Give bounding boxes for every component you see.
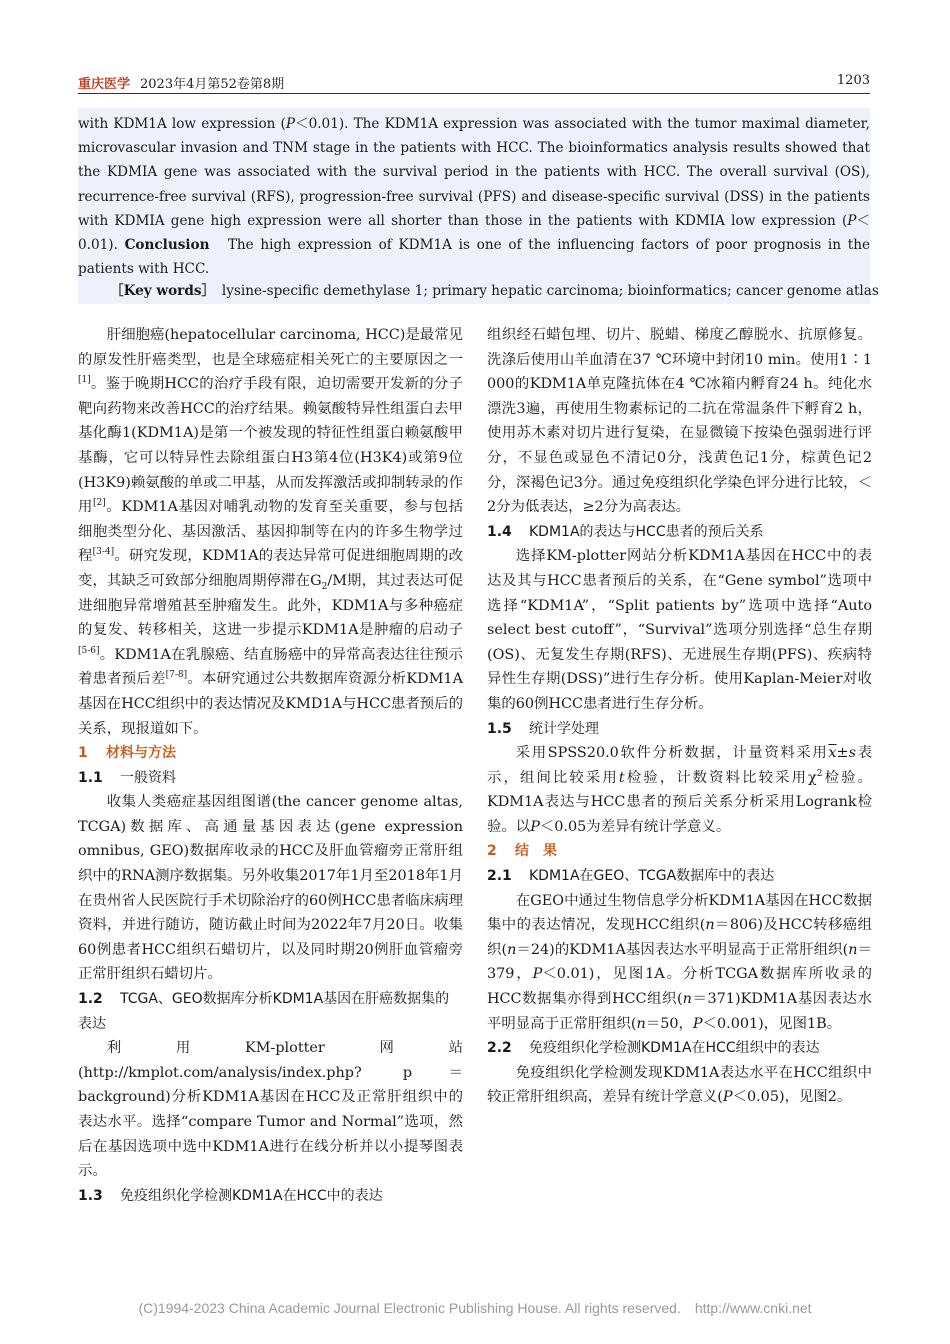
ihc-results-paragraph: 免疫组织化学检测发现KDM1A表达水平在HCC组织中较正常肝组织高，差异有统计学意义(P＜0.05)，见图2。	[487, 1064, 872, 1106]
intro-paragraph: 肝细胞癌(hepatocellular carcinoma, HCC)是最常见的原发性肝癌类型，也是全球癌症相关死亡的主要原因之一[1]。鉴于晚期HCC的治疗手段有限，迫切需要开发新的分子靶向药物来改善HCC的治疗结果。赖氨酸特异性组蛋白去甲基化酶1(KDM1A)是第一个被发现的特征性组蛋白赖氨酸甲基酶，它可以特异性去除组蛋白H3第4位(H3K4)或第9位(H3K9)赖氨酸的单或二甲基，从而发挥激活或抑制转录的作用[2]。KDM1A基因对哺乳动物的发育至关重要，参与包括细胞类型分化、基因激活、基因抑制等在内的许多生物学过程[3-4]。研究发现，KDM1A的表达异常可促进细胞周期的改变，其缺乏可致部分细胞周期停滞在$G_2/M$期，其过表达可促进细胞异常增殖甚至肿瘤发生。此外，KDM1A与多种癌症的复发、转移相关，这进一步提示KDM1A是肿瘤的启动子[5-6]。KDM1A在乳腺癌、结直肠癌中的异常高表达往往预示着患者预后差[7-8]。本研究通过公共数据库资源分析KDM1A基因在HCC组织中的表达情况及KMD1A与HCC患者预后的关系，现报道如下。	[78, 327, 464, 737]
section-heading-methods: 1 材料与方法	[78, 745, 176, 762]
subsection-heading-2-1: 2.1 KDM1A在GEO、TCGA数据库中的表达	[487, 868, 775, 885]
conclusion-label: Conclusion	[124, 237, 210, 254]
general-data-paragraph: 收集人类癌症基因组图谱(the cancer genome altas, TCGA)数据库、高通量基因表达(gene expression omnibus, GEO)数据库收录的HCC及肝血管瘤旁正常肝组织中的RNA测序数据集。另外收集2017年1月至2018年1月在贵州省人民医院行手术切除治疗的60例HCC患者临床病理资料，并进行随访，随访截止时间为2022年7月20日。收集60例患者HCC组织石蜡切片，以及同时期20例肝血管瘤旁正常肝组织石蜡切片。	[78, 794, 463, 983]
keywords-text: lysine-specific demethylase 1; primary hepatic carcinoma; bioinformatics; cancer genome atlas	[208, 283, 879, 299]
issue-info: 2023年4月第52卷第8期	[140, 77, 285, 92]
subsection-heading-1-3: 1.3 免疫组织化学检测KDM1A在HCC中的表达	[78, 1187, 383, 1204]
prognosis-method-paragraph: 选择KM-plotter网站分析KDM1A基因在HCC中的表达及其与HCC患者预后的关系，在“Gene symbol”选项中选择“KDM1A”，“Split patients by”选项中选择“Auto select best cutoff”，“Survival”选项分别选择“总生存期(OS)、无复发生存期(RFS)、无进展生存期(PFS)、疾病特异性生存期(DSS)”进行生存分析。使用Kaplan-Meier对收集的60例HCC患者进行生存分析。	[487, 548, 872, 712]
journal-name: 重庆医学	[78, 77, 131, 92]
subsection-heading-1-4: 1.4 KDM1A的表达与HCC患者的预后关系	[487, 523, 764, 540]
left-column	[78, 323, 463, 1208]
copyright-footer: (C)1994-2023 China Academic Journal Electronic Publishing House. All rights reserved. http://www.cnki.net	[138, 1300, 812, 1316]
subsection-heading-1-5: 1.5 统计学处理	[487, 720, 599, 737]
database-analysis-paragraph: 利用KM-plotter网站(http://kmplot.com/analysis/index.php? p＝background)分析KDM1A基因在HCC及正常肝组织中的表达水平。选择“compare Tumor and Normal”选项，然后在基因选项中选中KDM1A进行在线分析并以小提琴图表示。	[78, 1040, 463, 1180]
keywords-label: ［Key words］	[110, 283, 209, 299]
page-number: 1203	[836, 73, 870, 88]
geo-tcga-results-paragraph: 在GEO中通过生物信息学分析KDM1A基因在HCC数据集中的表达情况，发现HCC组织(n＝806)及HCC转移癌组织(n＝24)的KDM1A基因表达水平明显高于正常肝组织(n＝379，P＜0.01)，见图1A。分析TCGA数据库所收录的HCC数据集亦得到HCC组织(n＝371)KDM1A基因表达水平明显高于正常肝组织(n＝50，P＜0.001)，见图1B。	[487, 892, 873, 1032]
page-header	[78, 70, 870, 92]
subsection-heading-2-2: 2.2 免疫组织化学检测KDM1A在HCC组织中的表达	[487, 1040, 820, 1057]
keywords-line	[110, 279, 879, 303]
subsection-heading-1-2: 1.2 TCGA、GEO数据库分析KDM1A基因在肝癌数据集的表达	[78, 991, 450, 1032]
statistics-paragraph: 采用SPSS20.0软件分析数据，计量资料采用$\overline{x}\pm s$表示，组间比较采用t检验，计数资料比较采用$\chi^2$检验。KDM1A表达与HCC患者的预后关系分析采用Logrank检验。以P＜0.05为差异有统计学意义。	[487, 745, 872, 835]
abstract-text: with KDM1A low expression (P＜0.01). The KDM1A expression was associated with the tumor maximal diameter, microvascular invasion and TNM stage in the patients with HCC. The bioinformatics analysis results showed that the KDMIA gene was associated with the survival period in the patients with HCC. The overall survival (OS), recurrence-free survival (RFS), progression-free survival (PFS) and disease-specific survival (DSS) in the patients with KDMIA gene high expression were all shorter than those in the patients with KDMIA low expression (P＜0.01). Conclusion The high expression of KDM1A is one of the influencing factors of poor prognosis in the patients with HCC.	[78, 116, 870, 278]
ihc-method-paragraph: 组织经石蜡包埋、切片、脱蜡、梯度乙醇脱水、抗原修复。洗涤后使用山羊血清在37 ℃环境中封闭10 min。使用1∶1 000的KDM1A单克隆抗体在4 ℃冰箱内孵育24 h。纯化水漂洗3遍，再使用生物素标记的二抗在常温条件下孵育2 h，使用苏木素对切片进行复染，在显微镜下按染色强弱进行评分，不显色或显色不清记0分，浅黄色记1分，棕黄色记2分，深褐色记3分。通过免疫组织化学染色评分进行比较，＜2分为低表达，≥2分为高表达。	[487, 327, 872, 516]
subsection-heading-1-1: 1.1 一般资料	[78, 769, 176, 786]
right-column	[487, 323, 872, 1110]
abstract-box	[78, 108, 870, 304]
header-divider	[78, 93, 870, 94]
section-heading-results: 2 结 果	[487, 843, 557, 860]
